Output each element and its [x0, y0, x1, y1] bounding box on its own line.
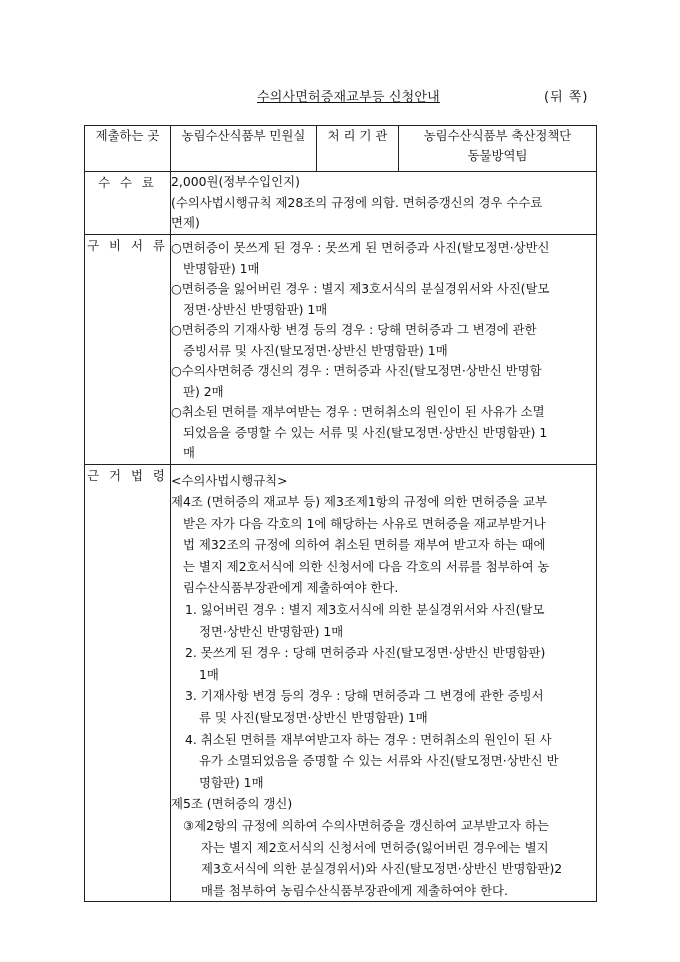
processing-agency-line2: 동물방역팀 [467, 148, 528, 163]
docs-item: ○수의사면허증 갱신의 경우 : 면허증과 사진(탈모정면·상반신 반명함 판) 2매 [171, 363, 542, 399]
article-4-item: 2. 못쓰게 된 경우 : 당해 면허증과 사진(탈모정면·상반신 반명함판) 1매 [185, 645, 546, 682]
docs-item: ○면허증의 기재사항 변경 등의 경우 : 당해 면허증과 그 변경에 관한 증빙서류 및 사진(탈모정면·상반신 반명함판) 1매 [171, 322, 537, 358]
guide-table [84, 125, 597, 902]
processing-label: 처 리 기 관 [317, 126, 399, 172]
docs-item: ○취소된 면허를 재부여받는 경우 : 면허취소의 원인이 된 사유가 소멸 되었음을 증명할 수 있는 서류 및 사진(탈모정면·상반신 반명함판) 1 매 [171, 404, 548, 460]
article-4-item: 1. 잃어버린 경우 : 별지 제3호서식에 의한 분실경위서와 사진(탈모 정면·상반신 반명함판) 1매 [185, 602, 545, 639]
fee-content [171, 172, 597, 235]
law-heading: <수의사법시행규칙> [171, 472, 288, 488]
submit-label: 제출하는 곳 [85, 126, 171, 172]
law-label: 근 거 법 령 [85, 464, 171, 902]
submit-row [85, 126, 597, 172]
article-5: ③제2항의 규정에 의하여 수의사면허증을 갱신하여 교부받고자 하는 자는 별지 제2호서식의 신청서에 면허증(잃어버린 경우에는 별지 제3호서식에 의한 분실경위서)와 사진(탈모정면·상반신 반명함판)2 매를 첨부하여 농림수산식품부장관에게 제출하여야 한다. [183, 818, 563, 898]
page-title: 수의사면허증재교부등 신청안내 [257, 90, 440, 105]
law-row [85, 464, 597, 902]
docs-label: 구 비 서 류 [85, 235, 171, 465]
docs-item: ○면허증을 잃어버린 경우 : 별지 제3호서식의 분실경위서와 사진(탈모 정면·상반신 반명함판) 1매 [171, 281, 550, 317]
fee-basis-line1: (수의사법시행규칙 제28조의 규정에 의함. 면허증갱신의 경우 수수료 [171, 194, 543, 210]
fee-label: 수 수 료 [85, 172, 171, 235]
fee-amount: 2,000원(정부수입인지) [171, 174, 300, 189]
law-content [171, 464, 597, 902]
processing-agency [399, 126, 597, 172]
submit-place: 농림수산식품부 민원실 [171, 126, 317, 172]
back-side-label: (뒤 쪽) [544, 90, 589, 105]
article-4: 제4조 (면허증의 재교부 등) 제3조제1항의 규정에 의한 면허증을 교부 받은 자가 다음 각호의 1에 해당하는 사유로 면허증을 재교부받거나 법 제32조의 규정에 의하여 취소된 면허를 재부여 받고자 하는 때에 는 별지 제2호서식에 의한 신청서에 다음 각호의 서류를 첨부하여 농 림수산식품부장관에게 제출하여야 한다. [171, 494, 550, 596]
fee-row [85, 172, 597, 235]
docs-item: ○면허증이 못쓰게 된 경우 : 못쓰게 된 면허증과 사진(탈모정면·상반신 반명함판) 1매 [171, 240, 550, 276]
article-5-title: 제5조 (면허증의 갱신) [171, 796, 293, 812]
processing-agency-line1: 농림수산식품부 축산정책단 [423, 128, 572, 143]
fee-basis-line2: 면제) [171, 215, 200, 230]
article-4-item: 4. 취소된 면허를 재부여받고자 하는 경우 : 면허취소의 원인이 된 사 유가 소멸되었음을 증명할 수 있는 서류와 사진(탈모정면·상반신 반 명함판) 1매 [185, 731, 559, 790]
article-4-item: 3. 기재사항 변경 등의 경우 : 당해 면허증과 그 변경에 관한 증빙서 류 및 사진(탈모정면·상반신 반명함판) 1매 [185, 688, 544, 726]
docs-content [171, 235, 597, 465]
docs-row [85, 235, 597, 465]
